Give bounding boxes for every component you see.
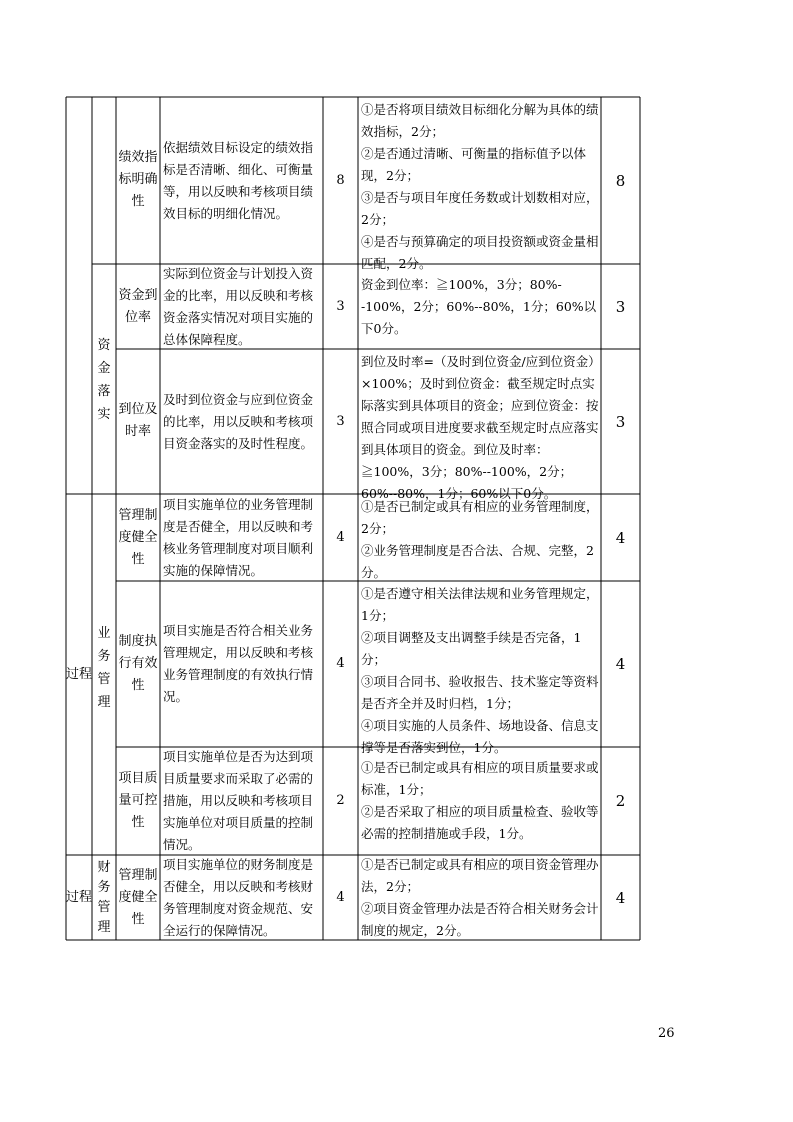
indicator-name: 到位及时率 <box>118 402 158 439</box>
indicator-name: 制度执行有效性 <box>118 634 158 693</box>
description-text: 及时到位资金与应到位资金的比率，用以反映和考核项目资金落实的及时性程度。 <box>163 391 314 451</box>
page-number: 26 <box>658 1026 675 1041</box>
indicator-weight: 3 <box>336 413 345 429</box>
stage-process-label: 过程 <box>66 890 93 905</box>
indicator-name: 资金到位率 <box>118 288 158 325</box>
indicator-score: 4 <box>615 655 626 673</box>
scoring-criteria: ①是否遵守相关法律法规和业务管理规定，1分； ②项目调整及支出调整手续是否完备，1分； ③项目合同书、验收报告、技术鉴定等资料是否齐全并及时归档，1分； ④项目实施的人员条件、场地设备、信息支撑等是否落实到位，1分。 <box>361 586 599 755</box>
indicator-score: 4 <box>615 888 626 907</box>
indicator-weight: 3 <box>336 298 345 314</box>
indicator-description <box>163 266 321 347</box>
criteria-text: ①是否已制定或具有相应的项目资金管理办法，2分； ②项目资金管理办法是否符合相关财务会计制度的规定，2分。 <box>361 856 599 938</box>
scoring-criteria: ①是否将项目绩效目标细化分解为具体的绩效指标，2分； ②是否通过清晰、可衡量的指标值予以体现，2分； ③是否与项目年度任务数或计划数相对应，2分； ④是否与预算确定的项目投资额或资金量相匹配，2分。 <box>361 102 599 271</box>
indicator-description <box>163 99 321 262</box>
indicator-score: 8 <box>615 171 626 190</box>
indicator-weight: 4 <box>336 889 345 905</box>
indicator-description <box>163 749 321 853</box>
scoring-criteria: 到位及时率=（及时到位资金/应到位资金）×100%；及时到位资金：截至规定时点实际落实到具体项目的资金；应到位资金：按照合同或项目进度要求截至规定时点应落实到具体项目的资金。到位及时率：≧100%，3分；80%--100%，2分；60%--80%，1分；60%以下0分。 <box>361 354 599 501</box>
indicator-name: 绩效指标明确性 <box>118 150 158 209</box>
indicator-name: 管理制度健全性 <box>118 508 158 567</box>
indicator-weight: 8 <box>336 172 345 188</box>
indicator-score: 4 <box>615 528 626 547</box>
description-text: 项目实施单位是否为达到项目质量要求而采取了必需的措施，用以反映和考核项目实施单位对项目质量的控制情况。 <box>163 749 314 852</box>
group-business-label: 业务管理 <box>97 626 111 710</box>
indicator-score: 3 <box>615 412 626 431</box>
description-text: 项目实施单位的业务管理制度是否健全，用以反映和考核业务管理制度对项目顺利实施的保障情况。 <box>163 496 314 578</box>
description-text: 实际到位资金与计划投入资金的比率，用以反映和考核资金落实情况对项目实施的总体保障程度。 <box>163 265 314 347</box>
scoring-criteria: ①是否已制定或具有相应的业务管理制度，2分； ②业务管理制度是否合法、合规、完整，2分。 <box>361 499 599 580</box>
indicator-description <box>163 496 321 579</box>
scoring-criteria <box>361 857 599 938</box>
indicator-description <box>163 857 321 938</box>
criteria-text: 资金到位率：≧100%，3分；80%--100%，2分；60%--80%，1分；60%以下0分。 <box>361 276 597 336</box>
group-finance-label: 财务管理 <box>97 859 111 935</box>
indicator-weight: 2 <box>336 793 345 808</box>
indicator-weight: 4 <box>336 529 345 545</box>
indicator-name: 项目质量可控性 <box>118 771 158 830</box>
indicator-weight: 4 <box>336 656 345 671</box>
scoring-criteria <box>361 749 599 853</box>
indicator-description <box>163 583 321 745</box>
indicator-score: 3 <box>615 297 626 316</box>
description-text: 项目实施是否符合相关业务管理规定，用以反映和考核业务管理制度的有效执行情况。 <box>163 623 314 704</box>
description-text: 依据绩效目标设定的绩效指标是否清晰、细化、可衡量等，用以反映和考核项目绩效目标的明细化情况。 <box>163 139 314 221</box>
indicator-name: 管理制度健全性 <box>118 868 158 927</box>
indicator-score: 2 <box>615 792 626 810</box>
stage-process-label: 过程 <box>66 667 93 682</box>
criteria-text: ①是否已制定或具有相应的项目质量要求或标准，1分； ②是否采取了相应的项目质量检查、验收等必需的控制措施或手段，1分。 <box>361 760 599 841</box>
scoring-criteria <box>361 266 599 347</box>
indicator-description <box>163 351 321 492</box>
group-funds-label: 资金落实 <box>97 338 111 422</box>
description-text: 项目实施单位的财务制度是否健全，用以反映和考核财务管理制度对资金规范、安全运行的保障情况。 <box>163 856 314 938</box>
